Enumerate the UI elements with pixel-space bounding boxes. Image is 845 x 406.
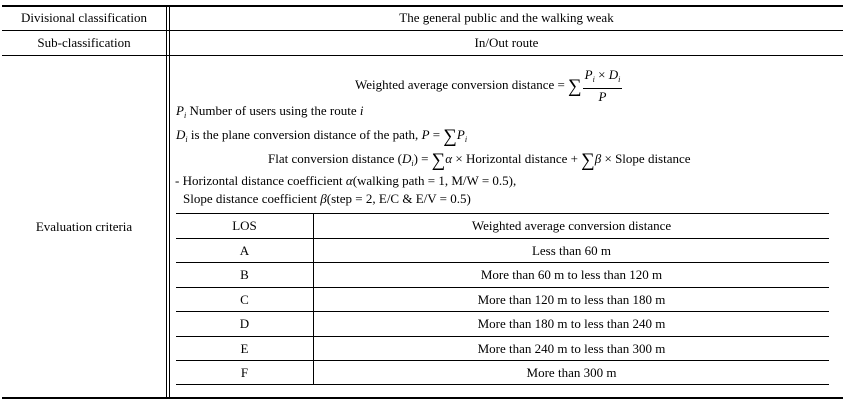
flat-text-3: × Horizontal distance +	[452, 151, 582, 166]
di-text: is the plane conversion distance of the path,	[187, 127, 422, 142]
formula-num-p: P	[584, 67, 593, 82]
slope-coefficient-note	[183, 191, 471, 207]
los-distance: More than 180 m to less than 240 m	[477, 316, 666, 331]
formula-num-d: D	[608, 67, 619, 82]
flat-sigma-1: ∑	[431, 150, 446, 171]
flat-d-subscript: i	[411, 159, 414, 168]
evaluation-criteria-label: Evaluation criteria	[35, 218, 133, 234]
flat-beta: β	[594, 151, 602, 166]
formula-lhs: Weighted average conversion distance =	[355, 76, 565, 92]
flat-text-4: × Slope distance	[601, 151, 691, 166]
los-level: A	[239, 242, 250, 258]
los-distance: More than 240 m to less than 300 m	[477, 340, 666, 356]
header-target-group: The general public and the walking weak	[399, 10, 614, 25]
pi-subscript: i	[183, 111, 187, 120]
distance-header: Weighted average conversion distance	[471, 218, 672, 233]
di-sigma: ∑	[443, 126, 457, 147]
los-distance: More than 60 m to less than 120 m	[480, 267, 663, 282]
di-pi-symbol: P	[456, 127, 465, 142]
di-equals: =	[429, 127, 444, 142]
los-level: D	[239, 316, 250, 331]
sub-classification-label: Sub-classification	[37, 35, 131, 50]
flat-text-1: Flat conversion distance (	[268, 151, 402, 166]
table-bottom-rule	[2, 397, 843, 399]
slope-text-1: Slope distance coefficient	[183, 191, 321, 206]
los-level: E	[240, 340, 249, 356]
pi-symbol: P	[176, 103, 184, 118]
di-definition	[176, 127, 467, 148]
los-header: LOS	[232, 218, 257, 233]
horizontal-coefficient-note	[175, 173, 516, 189]
slope-beta: β	[320, 191, 327, 206]
formula-times: ×	[598, 67, 606, 82]
header-divisional-classification: Divisional classification	[20, 10, 147, 25]
column-divider-inner	[169, 5, 170, 398]
di-subscript: i	[185, 135, 188, 144]
pi-text: Number of users using the route	[186, 103, 360, 118]
slope-text-2: (step = 2, E/C & E/V = 0.5)	[326, 191, 471, 206]
los-distance: More than 300 m	[526, 364, 617, 380]
pi-index: i	[359, 103, 364, 118]
los-level: B	[240, 267, 249, 282]
los-level: C	[240, 291, 249, 307]
los-level: F	[240, 364, 249, 380]
formula-sigma: ∑	[568, 75, 582, 97]
los-distance: Less than 60 m	[531, 242, 612, 258]
flat-sigma-2: ∑	[581, 150, 595, 171]
flat-text-2: ) =	[413, 151, 432, 166]
los-table-bottom-rule	[176, 384, 829, 385]
column-divider	[166, 5, 167, 398]
formula-den-p: P	[598, 89, 607, 104]
horiz-alpha: α	[345, 173, 353, 188]
di-pi-subscript: i	[464, 135, 468, 144]
formula-fraction	[583, 67, 623, 105]
sub-classification-value: In/Out route	[474, 35, 539, 50]
horiz-text-2: (walking path = 1, M/W = 0.5),	[352, 173, 517, 188]
flat-d-symbol: D	[401, 151, 412, 166]
horiz-text-1: - Horizontal distance coefficient	[175, 173, 346, 188]
flat-conversion-formula	[268, 151, 691, 172]
pi-definition	[176, 103, 363, 124]
los-distance: More than 120 m to less than 180 m	[477, 291, 666, 307]
flat-alpha: α	[445, 151, 453, 166]
weighted-average-formula	[355, 67, 622, 105]
di-symbol: D	[176, 127, 186, 142]
di-p-symbol: P	[421, 127, 430, 142]
formula-num-d-sub: i	[618, 75, 621, 84]
formula-num-p-sub: i	[592, 75, 595, 84]
